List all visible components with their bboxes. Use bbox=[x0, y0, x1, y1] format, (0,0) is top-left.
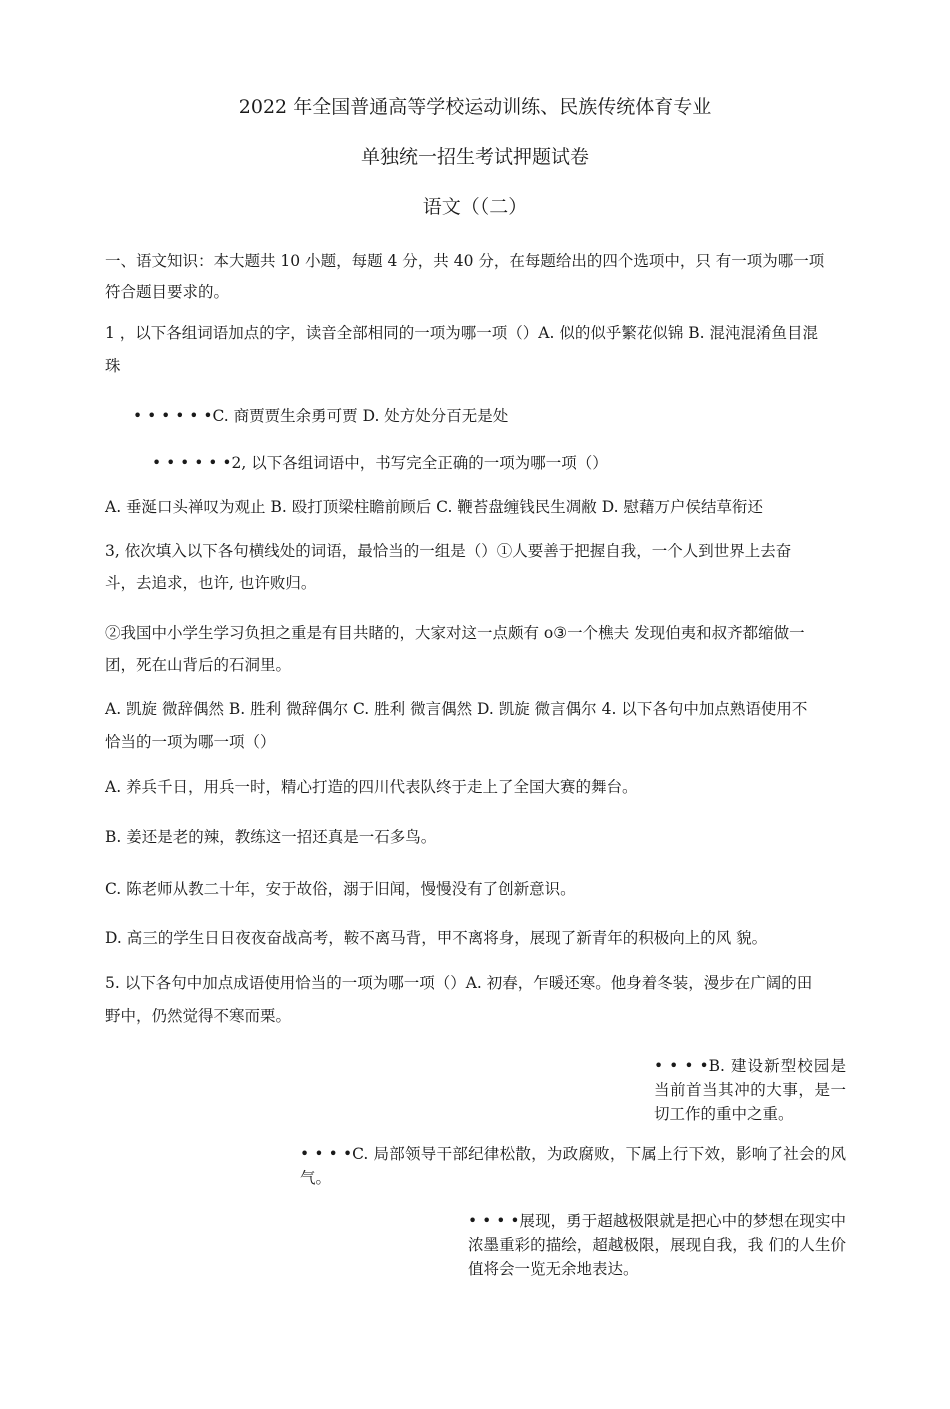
question3-line2: 斗，去追求，也许, 也许败归。 bbox=[105, 574, 317, 592]
question3-line1: 3, 依次填入以下各句横线处的词语，最恰当的一组是（）①人要善于把握自我，一个人到世界上去奋 bbox=[105, 542, 792, 560]
question2-options: A. 垂涎口头禅叹为观止 B. 殴打顶梁柱瞻前顾后 C. 鞭苔盘缠钱民生凋敝 D. 慰藉万户侯结草衔还 bbox=[105, 498, 763, 516]
exam-title-line1: 2022 年全国普通高等学校运动训练、民族传统体育专业 bbox=[238, 96, 712, 118]
exam-subject: 语文（（二） bbox=[422, 196, 528, 218]
question1-line2: 珠 bbox=[105, 357, 121, 375]
section1-intro-line2: 符合题目要求的。 bbox=[105, 283, 230, 301]
question5-option-d: • • • •展现，勇于超越极限就是把心中的梦想在现实中浓墨重彩的描绘，超越极限，展现自我，我 们的人生价值将会一览无余地表达。 bbox=[468, 1212, 846, 1278]
question4-option-a: A. 养兵千日，用兵一时，精心打造的四川代表队终于走上了全国大赛的舞台。 bbox=[105, 778, 638, 796]
question2-stem: • • • • • •2, 以下各组词语中，书写完全正确的一项为哪一项（） bbox=[152, 454, 608, 472]
section1-intro-line1: 一、语文知识：本大题共 10 小题，每题 4 分，共 40 分，在每题给出的四个选项中，只 有一项为哪一项 bbox=[105, 252, 825, 270]
question5-option-c: • • • •C. 局部领导干部纪律松散，为政腐败，下属上行下效，影响了社会的风气。 bbox=[300, 1145, 846, 1187]
question5-line2: 野中，仍然觉得不寒而栗。 bbox=[105, 1007, 292, 1025]
exam-title-line2: 单独统一招生考试押题试卷 bbox=[360, 146, 589, 168]
question5-option-b: • • • •B. 建设新型校园是当前首当其冲的大事，是一切工作的重中之重。 bbox=[654, 1057, 846, 1123]
question1-line1: 1 ，以下各组词语加点的字，读音全部相同的一项为哪一项（）A. 似的似乎繁花似锦 B. 混沌混淆鱼目混 bbox=[105, 324, 819, 342]
question3-line4: 团，死在山背后的石洞里。 bbox=[105, 656, 292, 674]
question4-option-b: B. 姜还是老的辣，教练这一招还真是一石多鸟。 bbox=[105, 828, 437, 846]
question3-options: A. 凯旋 微辞偶然 B. 胜利 微辞偶尔 C. 胜利 微言偶然 D. 凯旋 微言偶尔 4. 以下各句中加点熟语使用不 bbox=[105, 700, 808, 718]
question4-option-d: D. 高三的学生日日夜夜奋战高考，鞍不离马背，甲不离将身，展现了新青年的积极向上的风 貌。 bbox=[105, 929, 768, 947]
question4-line2: 恰当的一项为哪一项（） bbox=[105, 733, 276, 751]
question1-options-cd: • • • • • •C. 商贾贾生余勇可贾 D. 处方处分百无是处 bbox=[133, 407, 509, 425]
question5-line1: 5. 以下各句中加点成语使用恰当的一项为哪一项（）A. 初春，乍暖还寒。他身着冬装，漫步在广阔的田 bbox=[105, 974, 813, 992]
question3-line3: ②我国中小学生学习负担之重是有目共睹的，大家对这一点颇有 o③一个樵夫 发现伯夷和叔齐都缩做一 bbox=[105, 624, 805, 642]
question4-option-c: C. 陈老师从教二十年，安于故俗，溺于旧闻，慢慢没有了创新意识。 bbox=[105, 880, 576, 898]
